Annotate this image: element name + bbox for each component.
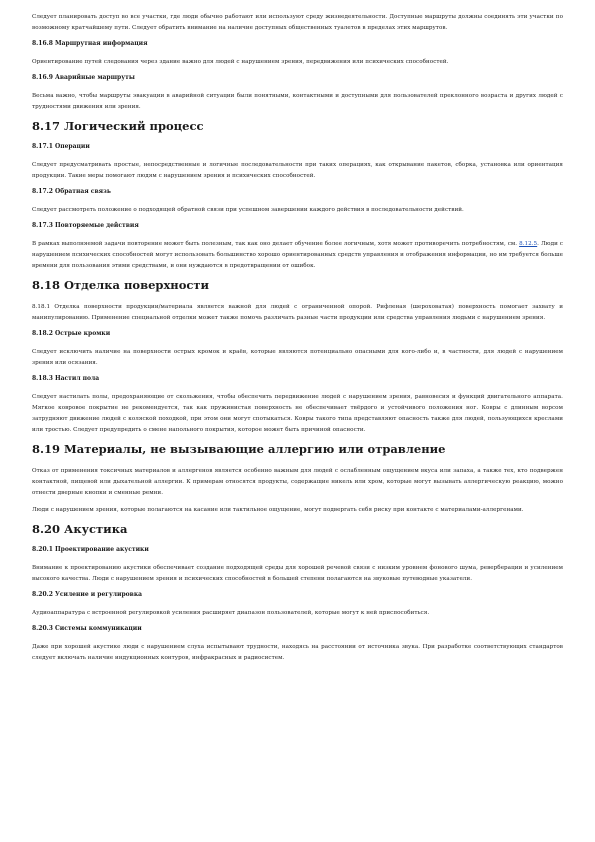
body-paragraph: Следует предусматривать простые, непосредственные и логичные последовательности при таких операциях, как открывание пакетов, сборка, установка или ориентация продукции. Такие меры помогают людям с нарушением зрения и психических способностей. — [32, 162, 563, 179]
body-paragraph: Отказ от применения токсичных материалов и аллергенов является особенно важным для людей с ослабленным ощущением вкуса или запаха, а также тех, кто подвержен контактной, пищевой или дыхательной аллергии. К примерам относятся продукты, содержащие никель или хром, которые могут вызывать аллергическую реакцию, можно отнести дверные кнопки и сменные ремни. — [32, 468, 563, 496]
cross-reference-link[interactable]: 8.12.5 — [519, 241, 538, 247]
body-paragraph: Аудиоаппаратура с встроенной регулировкой усиления расширяет диапазон пользователей, которые могут к ней приспособиться. — [32, 610, 430, 616]
subsection-heading: 8.20.1 Проектирование акустики — [32, 546, 149, 553]
paragraph-text: В рамках выполняемой задачи повторение может быть полезным, так как оно делает обучение более логичным, хотя может противоречить потребностям, см. — [32, 241, 520, 247]
section-heading: 8.19 Материалы, не вызывающие аллергию или отравление — [32, 442, 446, 456]
subsection-heading: 8.17.3 Повторяемые действия — [32, 222, 139, 229]
body-paragraph: Ориентирование путей следования через здание важно для людей с нарушением зрения, передвижения или психических способностей. — [32, 59, 449, 65]
body-paragraph: Весьма важно, чтобы маршруты эвакуации в аварийной ситуации были понятными, контактными и доступными для пользователей преклонного возраста и других людей с трудностями движения или зрения. — [32, 93, 563, 110]
body-paragraph: Люди с нарушением зрения, которые полагаются на касание или тактильное ощущение, могут подвергать себя риску при контакте с материалами-аллергенами. — [32, 507, 524, 513]
section-heading: 8.18 Отделка поверхности — [32, 278, 210, 292]
body-paragraph: Следует настилать полы, предохраняющие от скольжения, чтобы обеспечить передвижение людей с нарушением зрения, равновесия и функций двигательного аппарата. Мягкое ковровое покрытие не рекомендуется, так как пружинистая поверхность не обеспечивает твёрдого и устойчивого положения ног. Ковры с длинным ворсом затрудняют движение людей с коляской походкой, при этом они могут спотыкаться. Ковры такого типа представляют опасность также для людей, пользующихся креслами или тростью. Следует предупредить о смене напольного покрытия, которое может быть причиной опасности. — [32, 394, 563, 433]
subsection-heading: 8.17.2 Обратная связь — [32, 188, 111, 195]
section-heading: 8.17 Логический процесс — [32, 119, 204, 133]
body-paragraph: Даже при хорошей акустике люди с нарушением слуха испытывают трудности, находясь на расстоянии от источника звука. При разработке соответствующих стандартов следует включать наличие индукционных контуров, инфракрасных и радиосистем. — [32, 644, 563, 661]
section-heading: 8.20 Акустика — [32, 522, 128, 536]
body-paragraph: 8.18.1 Отделка поверхности продукции/материала является важной для людей с ограниченной опорой. Рифленая (шероховатая) поверхность помогает захвату и манипулированию. Применение специальной отделки может также помочь различать разные части продукции или средства управления людьми с нарушением зрения. — [32, 304, 563, 321]
body-paragraph: Следует планировать доступ во все участки, где люди обычно работают или используют среду жизнедеятельности. Доступные маршруты должны соединять эти участки по возможному кратчайшему пути. Следует обратить внимание на наличие доступных общественных туалетов в пределах этих маршрутов. — [32, 14, 563, 31]
body-paragraph: Следует исключить наличие на поверхности острых кромок и краёв, которые являются потенциально опасными для кого-либо и, в частности, для людей с нарушением зрения или осязания. — [32, 349, 563, 366]
subsection-heading: 8.20.2 Усиление и регулировка — [32, 591, 143, 598]
subsection-heading: 8.18.2 Острые кромки — [32, 330, 111, 337]
paragraph-text: . Люди с нарушением психических способностей могут использовать большинство хорошо ориентированных средств управления и отображения информации, но им требуется больше времени для пользования этими средствами, и они нуждаются в предотвращении от ошибок. — [32, 241, 563, 269]
subsection-heading: 8.16.9 Аварийные маршруты — [32, 74, 135, 81]
body-paragraph — [32, 239, 563, 272]
subsection-heading: 8.20.3 Системы коммуникации — [32, 625, 142, 632]
body-paragraph: Следует рассмотреть положение о подходящей обратной связи при успешном завершении каждого действия в последовательности действий. — [32, 207, 464, 213]
subsection-heading: 8.16.8 Маршрутная информация — [32, 40, 148, 47]
subsection-heading: 8.18.3 Настил пола — [32, 375, 100, 382]
body-paragraph: Внимание к проектированию акустики обеспечивает создание подходящей среды для хорошей речевой связи с низким уровнем фонового шума, реверберации и усилением высокого качества. Люди с нарушением зрения и психических способностей в большей степени полагаются на звуковые путеводные указатели. — [32, 565, 563, 582]
subsection-heading: 8.17.1 Операции — [32, 143, 90, 150]
